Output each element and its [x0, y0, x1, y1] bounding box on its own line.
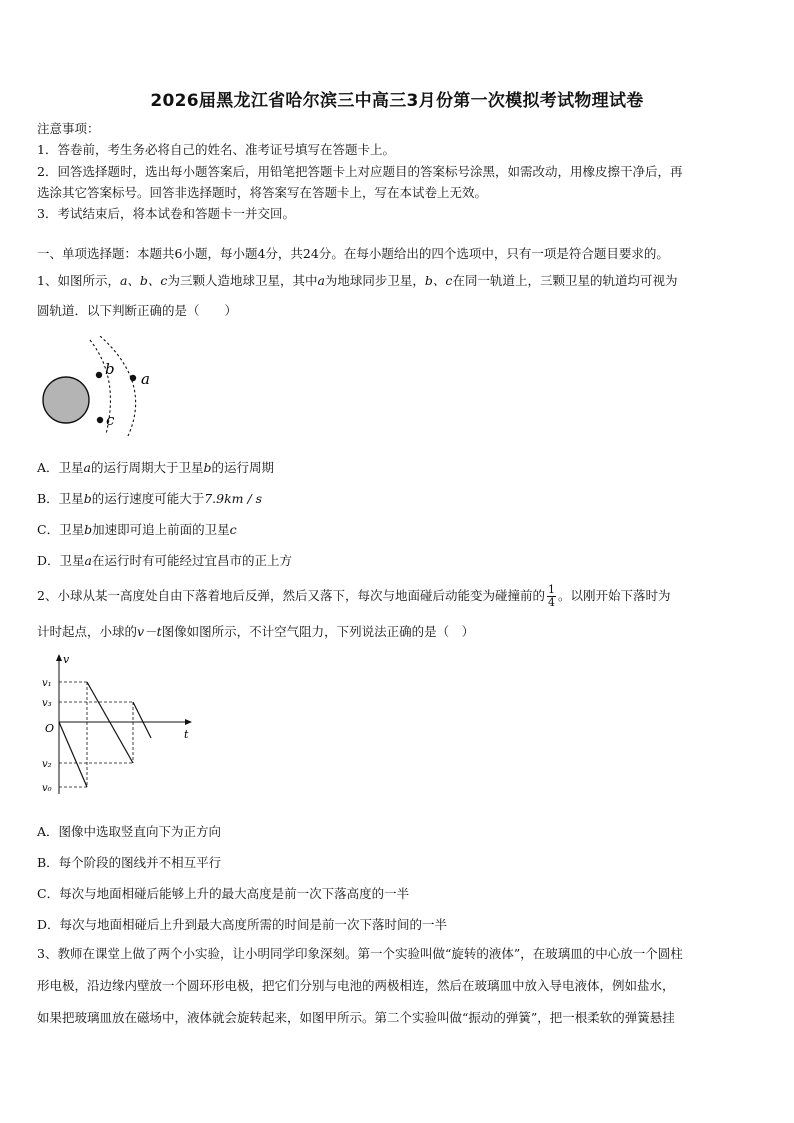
satellite-orbit-figure	[36, 336, 166, 436]
label-c: c	[106, 411, 115, 429]
label-b: b	[105, 360, 115, 378]
q3-line-1: 3、教师在课堂上做了两个小实验，让小明同学印象深刻。第一个实验叫做“旋转的液体”，在玻璃皿的中心放一个圆柱	[37, 946, 683, 961]
axis-t-label: t	[184, 728, 189, 741]
tick-v2: v₂	[42, 759, 52, 770]
q1-option-c: C．卫星b加速即可追上前面的卫星c	[37, 522, 237, 537]
tick-v0: v₀	[42, 783, 52, 794]
notice-item-3: 3．考试结束后，将本试卷和答题卡一并交回。	[37, 206, 295, 221]
notice-heading: 注意事项：	[37, 121, 100, 136]
q2-option-b: B．每个阶段的图线并不相互平行	[37, 855, 222, 870]
q3-line-3: 如果把玻璃皿放在磁场中，液体就会旋转起来，如图甲所示。第二个实验叫做“振动的弹簧”，把一根柔软的弹簧悬挂	[37, 1010, 675, 1025]
q2-option-a: A．图像中选取竖直向下为正方向	[37, 824, 222, 839]
q2-stem-line1: 2、小球从某一高度处自由下落着地后反弹，然后又落下，每次与地面碰后动能变为碰撞前的 $\frac{1}{4}$ 。以刚开始下落时为	[37, 583, 671, 609]
notice-item-2: 2．回答选择题时，选出每小题答案后，用铅笔把答题卡上对应题目的答案标号涂黑，如需改动，用橡皮擦干净后，再	[37, 164, 683, 179]
q2-option-d: D．每次与地面相碰后上升到最大高度所需的时间是前一次下落时间的一半	[37, 917, 448, 932]
fraction-one-quarter: $\frac{1}{4}$	[547, 583, 555, 609]
earth-circle	[43, 377, 89, 423]
axis-v-label: v	[63, 653, 70, 666]
notice-item-1: 1．答卷前，考生务必将自己的姓名、准考证号填写在答题卡上。	[37, 142, 395, 157]
q1-stem-line2: 圆轨道．以下判断正确的是（ ）	[37, 303, 238, 318]
origin-label: O	[45, 722, 55, 735]
satellite-b	[96, 372, 102, 378]
section-heading: 一、单项选择题：本题共6小题，每小题4分，共24分。在每小题给出的四个选项中，只有一项是符合题目要求的。	[37, 246, 669, 261]
vt-graph-figure	[38, 650, 198, 800]
q3-line-2: 形电极，沿边缘内壁放一个圆环形电极，把它们分别与电池的两极相连，然后在玻璃皿中放入导电液体，例如盐水，	[37, 978, 675, 993]
satellite-a	[130, 375, 136, 381]
q1-option-d: D．卫星a在运行时有可能经过宜昌市的正上方	[37, 553, 292, 568]
notice-item-2-cont: 选涂其它答案标号。回答非选择题时，将答案写在答题卡上，写在本试卷上无效。	[37, 185, 488, 200]
label-a: a	[141, 370, 150, 388]
q2-option-c: C．每次与地面相碰后能够上升的最大高度是前一次下落高度的一半	[37, 886, 410, 901]
tick-v1: v₁	[42, 678, 52, 689]
q1-option-a: A．卫星a的运行周期大于卫星b的运行周期	[37, 460, 275, 475]
q2-stem-line2: 计时起点，小球的v－t图像如图所示，不计空气阻力，下列说法正确的是（ ）	[37, 624, 475, 639]
q1-stem-line1: 1、如图所示，a、b、c为三颗人造地球卫星，其中a为地球同步卫星，b、c在同一轨道上，三颗卫星的轨道均可视为	[37, 273, 678, 288]
page-title: 2026届黑龙江省哈尔滨三中高三3月份第一次模拟考试物理试卷	[150, 91, 644, 111]
q1-option-b: B．卫星b的运行速度可能大于7.9km / s	[37, 491, 263, 506]
tick-v3: v₃	[42, 698, 52, 709]
satellite-c	[97, 417, 103, 423]
